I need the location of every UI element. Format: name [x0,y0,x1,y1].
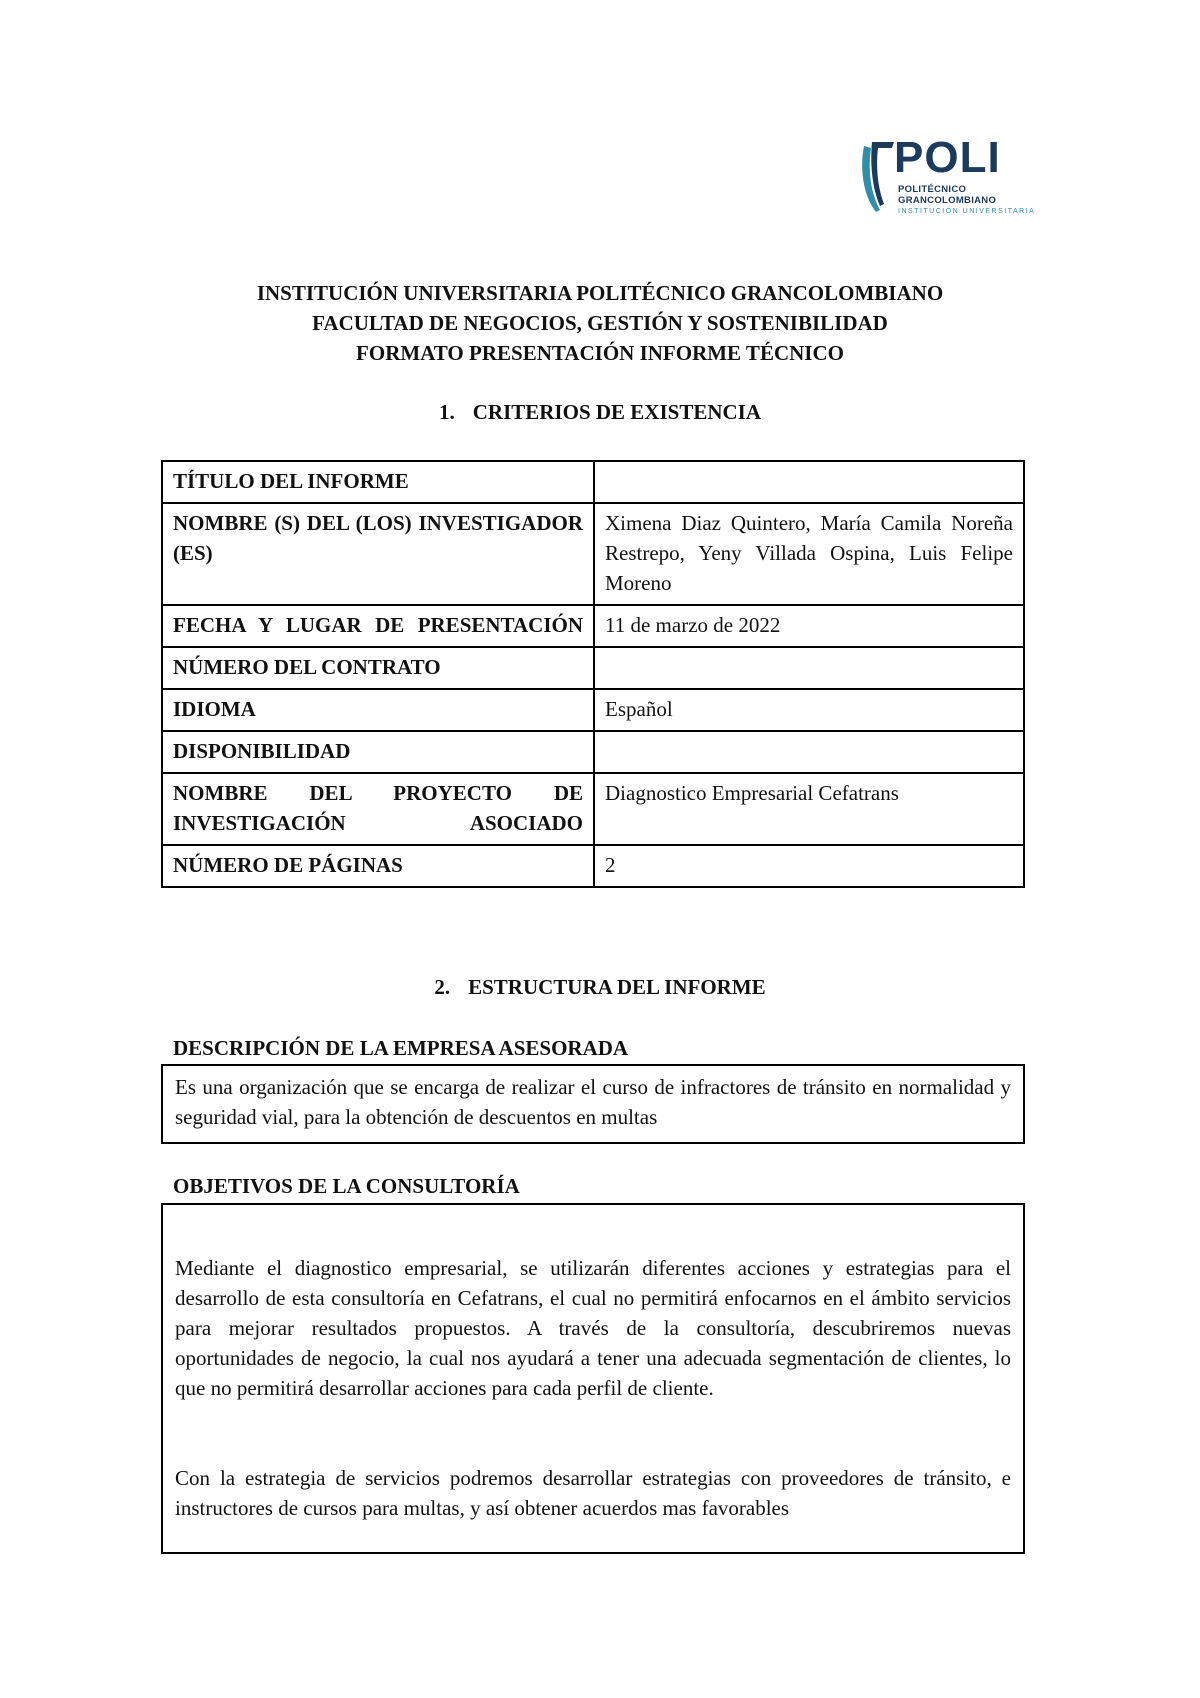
row-value [594,731,1024,773]
section-1-number: 1. [439,400,455,424]
row-value: 2 [594,845,1024,887]
description-label: DESCRIPCIÓN DE LA EMPRESA ASESORADA [173,1036,629,1060]
row-label: NÚMERO DEL CONTRATO [162,647,594,689]
section-1-title: CRITERIOS DE EXISTENCIA [472,400,761,424]
row-label: DISPONIBILIDAD [162,731,594,773]
section-2-heading [0,975,1200,1000]
table-row [162,647,1024,689]
row-value: Español [594,689,1024,731]
table-row [162,845,1024,887]
objectives-box [161,1203,1025,1554]
faculty-title: FACULTAD DE NEGOCIOS, GESTIÓN Y SOSTENIBILIDAD [312,311,888,335]
logo-line-2: GRANCOLOMBIANO [898,195,997,206]
row-label: IDIOMA [162,689,594,731]
row-label: NOMBRE (S) DEL (LOS) INVESTIGADOR (ES) [162,503,594,605]
row-value [594,647,1024,689]
table-row [162,773,1024,845]
objectives-paragraph-1: Mediante el diagnostico empresarial, se utilizarán diferentes acciones y estrategias para el desarrollo de esta consultoría en Cefatrans, el cual no permitirá enfocarnos en el ámbito servicios para mejorar resultados propuestos. A través de la consultoría, descubriremos nuevas oportunidades de negocio, la cual nos ayudará a tener una adecuada segmentación de clientes, lo que no permitirá desarrollar acciones para cada perfil de cliente. [175,1256,1011,1400]
row-value: Diagnostico Empresarial Cefatrans [594,773,1024,845]
institution-title: INSTITUCIÓN UNIVERSITARIA POLITÉCNICO GRANCOLOMBIANO [256,281,944,305]
row-label: NOMBRE DEL PROYECTO DE INVESTIGACIÓN ASOCIADO [162,773,594,845]
table-row [162,605,1024,647]
table-row [162,503,1024,605]
table-row [162,731,1024,773]
criteria-table [161,460,1025,888]
table-row [162,689,1024,731]
row-label: NÚMERO DE PÁGINAS [162,845,594,887]
format-title: FORMATO PRESENTACIÓN INFORME TÉCNICO [356,341,844,365]
section-1-heading [0,400,1200,425]
logo-wordmark: POLI [894,133,1001,182]
row-value: 11 de marzo de 2022 [594,605,1024,647]
poli-logo [858,133,1036,218]
section-2-number: 2. [434,975,451,999]
objectives-label: OBJETIVOS DE LA CONSULTORÍA [173,1174,520,1198]
row-label: TÍTULO DEL INFORME [162,461,594,503]
objectives-paragraph-2: Con la estrategia de servicios podremos desarrollar estrategias con proveedores de tránsito, e instructores de cursos para multas, y así obtener acuerdos mas favorables [175,1466,1011,1520]
logo-line-3: INSTITUCIÓN UNIVERSITARIA [898,208,1036,215]
row-value [594,461,1024,503]
table-row [162,461,1024,503]
row-value: Ximena Diaz Quintero, María Camila Noreña Restrepo, Yeny Villada Ospina, Luis Felipe Moreno [594,503,1024,605]
logo-line-1: POLITÉCNICO [898,184,967,195]
section-2-title: ESTRUCTURA DEL INFORME [468,975,766,999]
description-box: Es una organización que se encarga de realizar el curso de infractores de tránsito en normalidad y seguridad vial, para la obtención de descuentos en multas [161,1064,1025,1144]
row-label: FECHA Y LUGAR DE PRESENTACIÓN [162,605,594,647]
poli-logo-mark-icon [858,136,898,218]
